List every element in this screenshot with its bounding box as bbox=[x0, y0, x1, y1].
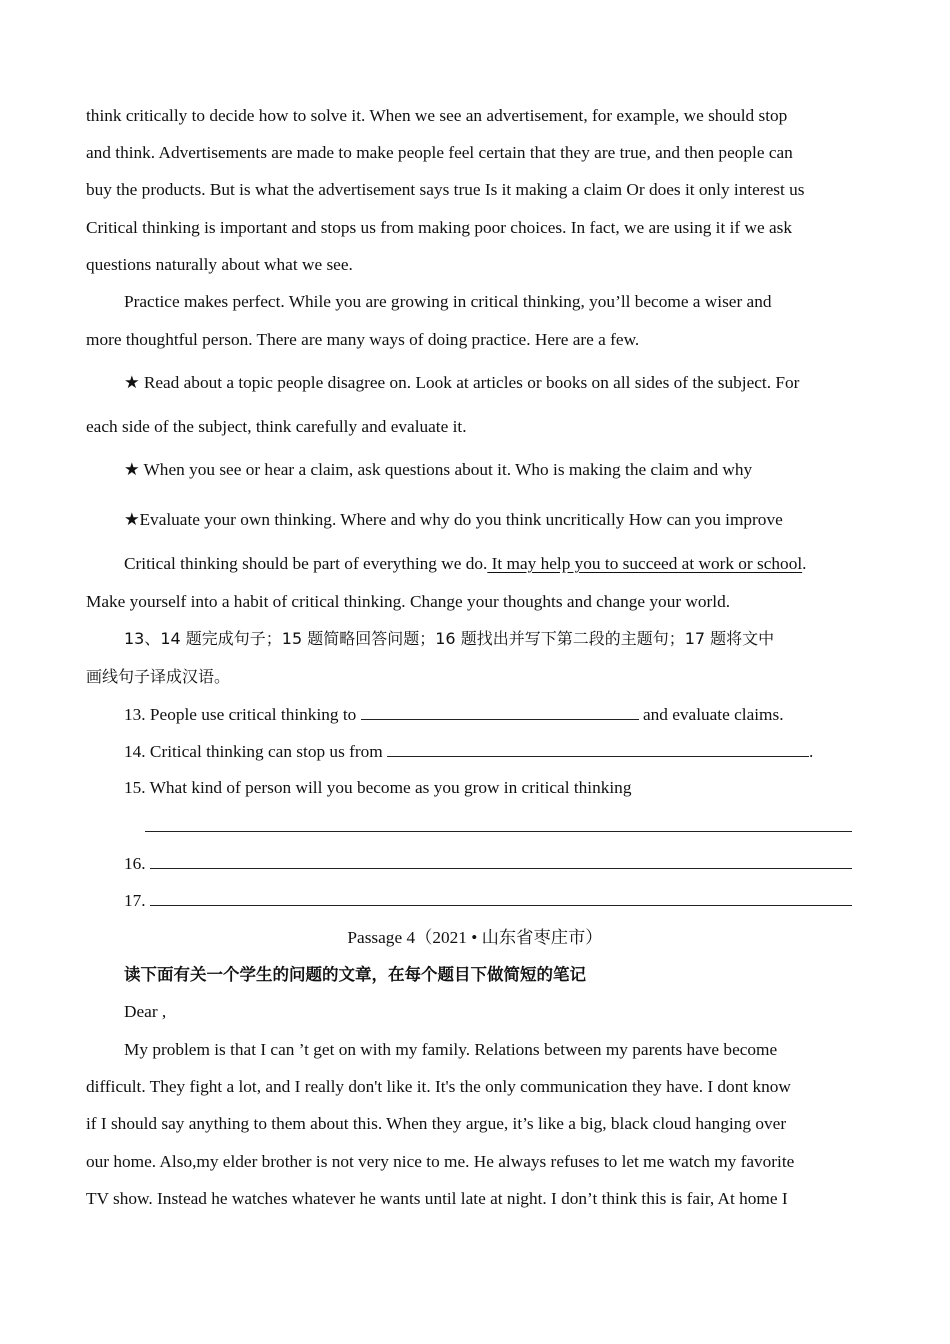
passage-title: Passage 4（2021 • 山东省枣庄市） bbox=[347, 928, 603, 947]
paragraph-line: Critical thinking is important and stops us from making poor choices. In fact, we are using it if we ask bbox=[86, 218, 792, 237]
bullet-item: ★ When you see or hear a claim, ask questions about it. Who is making the claim and why bbox=[124, 460, 753, 479]
paragraph-text: Critical thinking should be part of everything we do. bbox=[124, 554, 488, 573]
question-text: 13. People use critical thinking to bbox=[124, 705, 361, 724]
question-text: 16. bbox=[124, 854, 150, 873]
question-17 bbox=[124, 888, 852, 913]
question-text: 14. Critical thinking can stop us from bbox=[124, 742, 388, 761]
paragraph-line: difficult. They fight a lot, and I really don't like it. It's the only communication they have. I dont know bbox=[86, 1077, 791, 1096]
question-text: and evaluate claims. bbox=[638, 705, 784, 724]
letter-greeting: Dear , bbox=[124, 1002, 167, 1021]
paragraph-line: My problem is that I can ’t get on with my family. Relations between my parents have become bbox=[124, 1040, 778, 1059]
paragraph-line: questions naturally about what we see. bbox=[86, 255, 353, 274]
answer-blank[interactable] bbox=[150, 888, 852, 906]
paragraph-line: and think. Advertisements are made to make people feel certain that they are true, and then people can bbox=[86, 143, 793, 162]
paragraph-line: Make yourself into a habit of critical thinking. Change your thoughts and change your world. bbox=[86, 592, 731, 611]
question-13 bbox=[124, 702, 784, 727]
paragraph-line: think critically to decide how to solve it. When we see an advertisement, for example, we should stop bbox=[86, 106, 788, 125]
question-15-answer bbox=[145, 814, 852, 839]
question-15: 15. What kind of person will you become as you grow in critical thinking bbox=[124, 778, 632, 797]
paragraph-line: our home. Also,my elder brother is not very nice to me. He always refuses to let me watch my favorite bbox=[86, 1152, 795, 1171]
underlined-sentence: It may help you to succeed at work or school bbox=[487, 554, 803, 573]
question-16 bbox=[124, 851, 852, 876]
paragraph-text: . bbox=[802, 554, 807, 573]
paragraph-line: Practice makes perfect. While you are growing in critical thinking, you’ll become a wiser and bbox=[124, 292, 772, 311]
bullet-item: ★ Read about a topic people disagree on. Look at articles or books on all sides of the subject. For bbox=[124, 373, 800, 392]
question-14 bbox=[124, 739, 813, 764]
question-text: 17. bbox=[124, 891, 150, 910]
answer-blank[interactable] bbox=[145, 814, 852, 832]
bullet-item: ★Evaluate your own thinking. Where and why do you think uncritically How can you improve bbox=[124, 510, 783, 529]
paragraph-line bbox=[124, 552, 806, 576]
paragraph-line: if I should say anything to them about this. When they argue, it’s like a big, black cloud hanging over bbox=[86, 1114, 787, 1133]
instruction-line: 画线句子译成汉语。 bbox=[86, 667, 231, 686]
paragraph-line: TV show. Instead he watches whatever he wants until late at night. I don’t think this is fair, At home I bbox=[86, 1189, 788, 1208]
answer-blank[interactable] bbox=[150, 851, 852, 869]
paragraph-line: more thoughtful person. There are many ways of doing practice. Here are a few. bbox=[86, 330, 640, 349]
instruction-line: 13、14 题完成句子；15 题简略回答问题；16 题找出并写下第二段的主题句；17 题将文中 bbox=[124, 629, 775, 648]
passage-instruction: 读下面有关一个学生的问题的文章，在每个题目下做简短的笔记 bbox=[124, 965, 586, 984]
answer-blank[interactable] bbox=[387, 739, 809, 757]
paragraph-line: buy the products. But is what the advertisement says true Is it making a claim Or does it only interest us bbox=[86, 180, 805, 199]
answer-blank[interactable] bbox=[361, 702, 639, 720]
question-text: . bbox=[809, 742, 814, 761]
bullet-item-continuation: each side of the subject, think carefully and evaluate it. bbox=[86, 417, 467, 436]
